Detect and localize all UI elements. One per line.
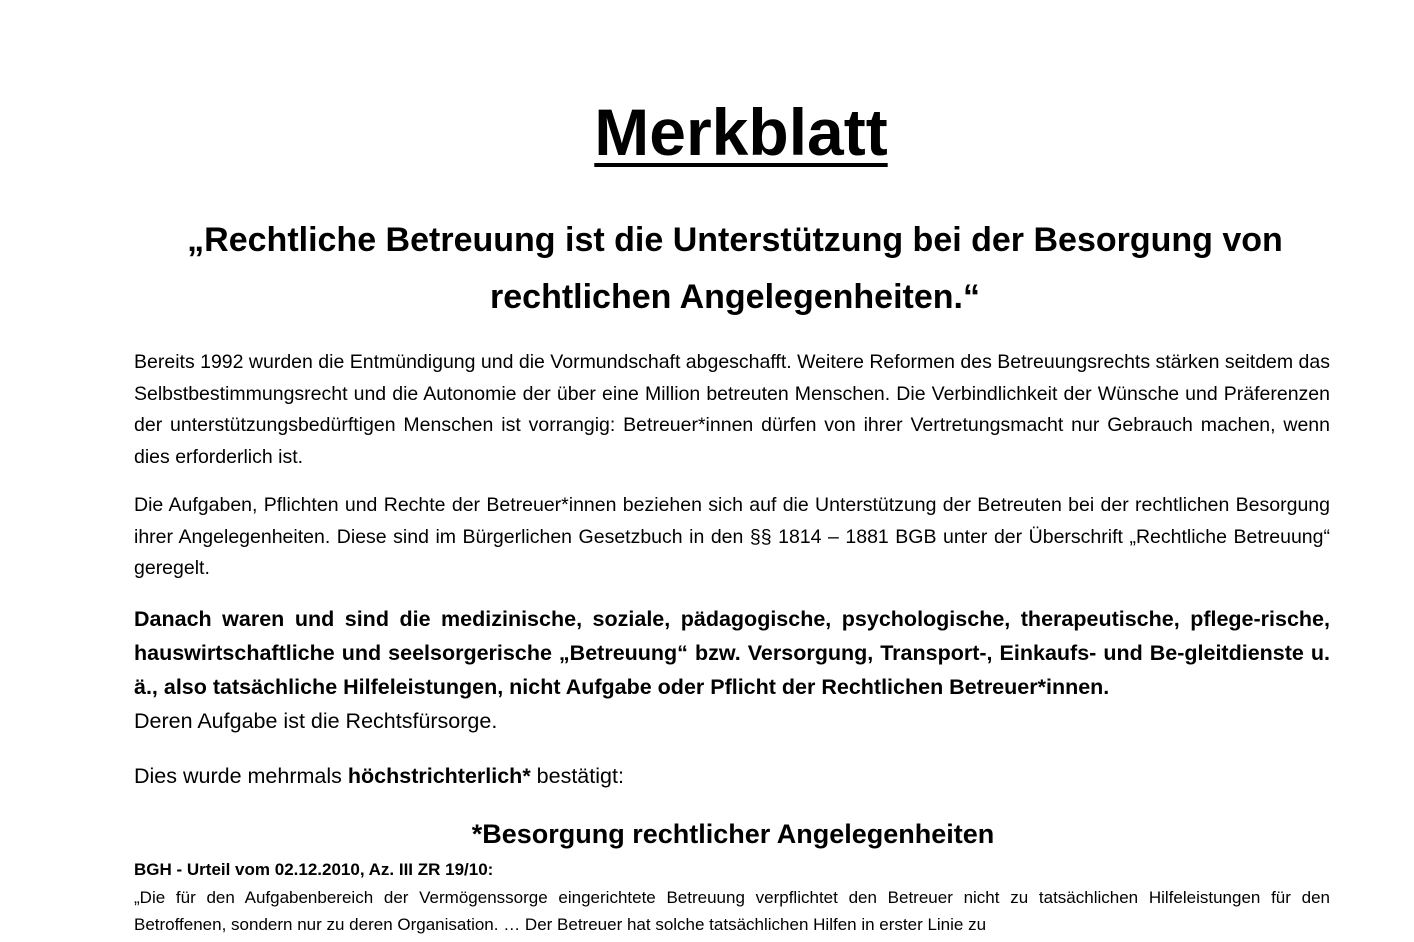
paragraph-confirmed — [134, 759, 1330, 793]
paragraph-confirmed-prefix: Dies wurde mehrmals — [134, 764, 342, 788]
paragraph-confirmed-suffix: bestätigt: — [536, 764, 624, 788]
paragraph-confirmed-bold: höchstrichterlich* — [347, 764, 531, 788]
document-title: Merkblatt — [594, 95, 888, 169]
paragraph-duties: Die Aufgaben, Pflichten und Rechte der Betreuer*innen beziehen sich auf die Unterstützung der Betreuten bei der rechtlichen Besorgung ihrer Angelegenheiten. Diese sind im Bürgerlichen Gesetzbuch in den §§ 1814 – 1881 BGB unter der Überschrift „Rechtliche Betreuung“ geregelt. — [134, 494, 1330, 579]
lead-quote: „Rechtliche Betreuung ist die Unterstützung bei der Besorgung von rechtlichen Angelegenheiten.“ — [187, 221, 1283, 316]
section-heading: *Besorgung rechtlicher Angelegenheiten — [471, 819, 995, 849]
citation-quote: „Die für den Aufgabenbereich der Vermögenssorge eingerichtete Betreuung verpflichtet den Betreuer nicht zu tatsächlichen Hilfeleistungen für den Betroffenen, sondern nur zu deren Organisation. … Der Betreuer hat solche tatsächlichen Hilfen in erster Linie zu — [134, 888, 1330, 934]
court-citation: BGH - Urteil vom 02.12.2010, Az. III ZR 19/10: — [134, 860, 494, 879]
paragraph-not-duties-bold: Danach waren und sind die medizinische, soziale, pädagogische, psychologische, therapeutische, pflege-rische, hauswirtschaftliche und seelsorgerische „Betreuung“ bzw. Versorgung, Transport-, Einkaufs- und Be-gleitdienste u. ä., also tatsächliche Hilfeleistungen, nicht Aufgabe oder Pflicht der Rechtlichen Betreuer*innen. — [134, 607, 1330, 699]
paragraph-history: Bereits 1992 wurden die Entmündigung und die Vormundschaft abgeschafft. Weitere Reformen des Betreuungsrechts stärken seitdem das Selbstbestimmungsrecht und die Autonomie der über eine Million betreuten Menschen. Die Verbindlichkeit der Wünsche und Präferenzen der unterstützungsbedürftigen Menschen ist vorrangig: Betreuer*innen dürfen von ihrer Vertretungsmacht nur Gebrauch machen, wenn dies erforderlich ist. — [134, 351, 1330, 468]
paragraph-not-duties — [134, 602, 1330, 738]
paragraph-not-duties-regular: Deren Aufgabe ist die Rechtsfürsorge. — [134, 709, 498, 733]
